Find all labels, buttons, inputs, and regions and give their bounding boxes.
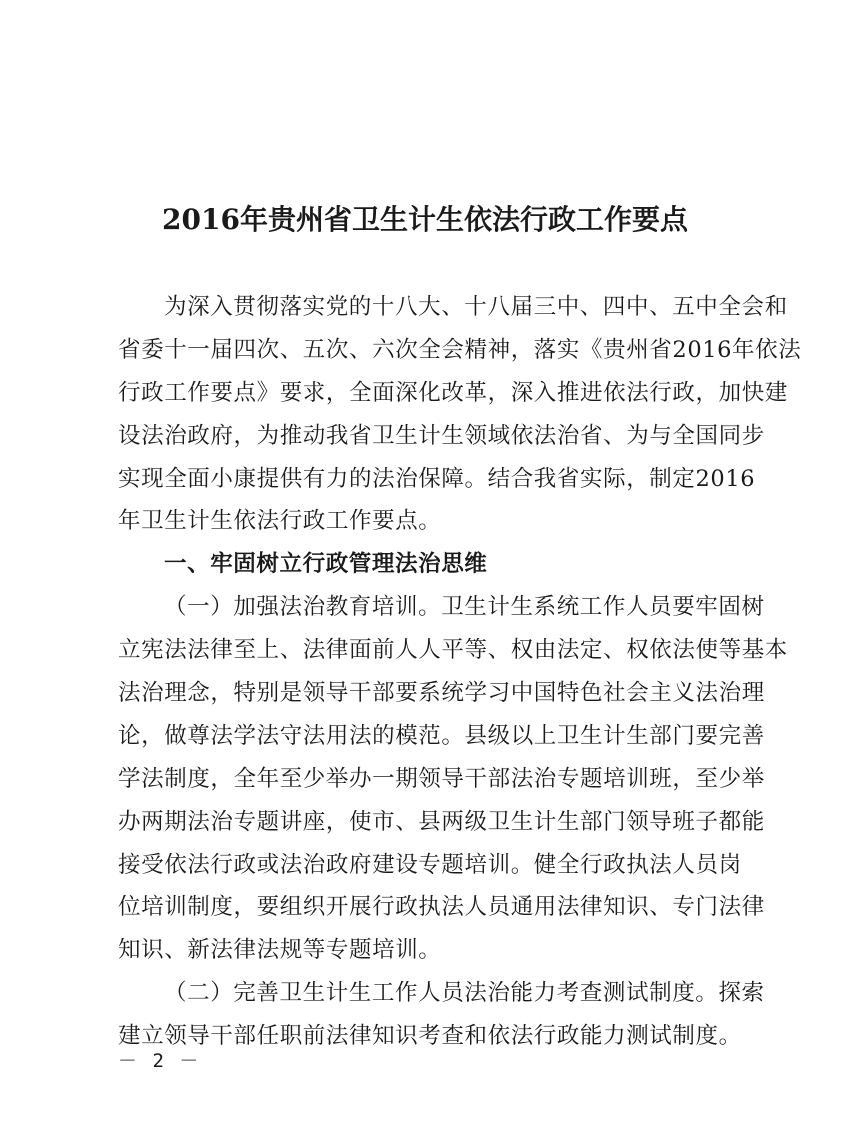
- paragraph-line: 位培训制度，要组织开展行政执法人员通用法律知识、专门法律: [118, 894, 765, 921]
- paragraph-line: 论，做尊法学法守法用法的模范。县级以上卫生计生部门要完善: [118, 722, 765, 749]
- paragraph-line: 设法治政府，为推动我省卫生计生领域依法治省、为与全国同步: [118, 422, 765, 449]
- document-body: [118, 286, 802, 1058]
- paragraph-line: （一）加强法治教育培训。卫生计生系统工作人员要牢固树: [164, 594, 765, 621]
- paragraph-line: 接受依法行政或法治政府建设专题培训。健全行政执法人员岗: [118, 851, 742, 878]
- paragraph-line: 知识、新法律法规等专题培训。: [118, 937, 442, 964]
- paragraph-line: 建立领导干部任职前法律知识考查和依法行政能力测试制度。: [118, 1023, 742, 1050]
- paragraph-line: 办两期法治专题讲座，使市、县两级卫生计生部门领导班子都能: [118, 808, 765, 835]
- paragraph-line: 行政工作要点》要求，全面深化改革，深入推进依法行政，加快建: [118, 379, 788, 406]
- paragraph-line: 年卫生计生依法行政工作要点。: [118, 508, 442, 535]
- document-title: 2016年贵州省卫生计生依法行政工作要点: [162, 203, 688, 236]
- section-heading: 一、牢固树立行政管理法治思维: [164, 551, 488, 578]
- paragraph-line: 法治理念，特别是领导干部要系统学习中国特色社会主义法治理: [118, 680, 765, 707]
- paragraph-line: 实现全面小康提供有力的法治保障。结合我省实际，制定2016: [118, 465, 756, 492]
- paragraph-line: 省委十一届四次、五次、六次全会精神，落实《贵州省2016年依法: [118, 336, 802, 363]
- page-number: － 2 －: [118, 1050, 201, 1072]
- paragraph-line: 立宪法法律至上、法律面前人人平等、权由法定、权依法使等基本: [118, 637, 788, 664]
- paragraph-line: （二）完善卫生计生工作人员法治能力考查测试制度。探索: [164, 980, 765, 1007]
- paragraph-line: 为深入贯彻落实党的十八大、十八届三中、四中、五中全会和: [164, 294, 788, 320]
- paragraph-line: 学法制度，全年至少举办一期领导干部法治专题培训班，至少举: [118, 765, 765, 792]
